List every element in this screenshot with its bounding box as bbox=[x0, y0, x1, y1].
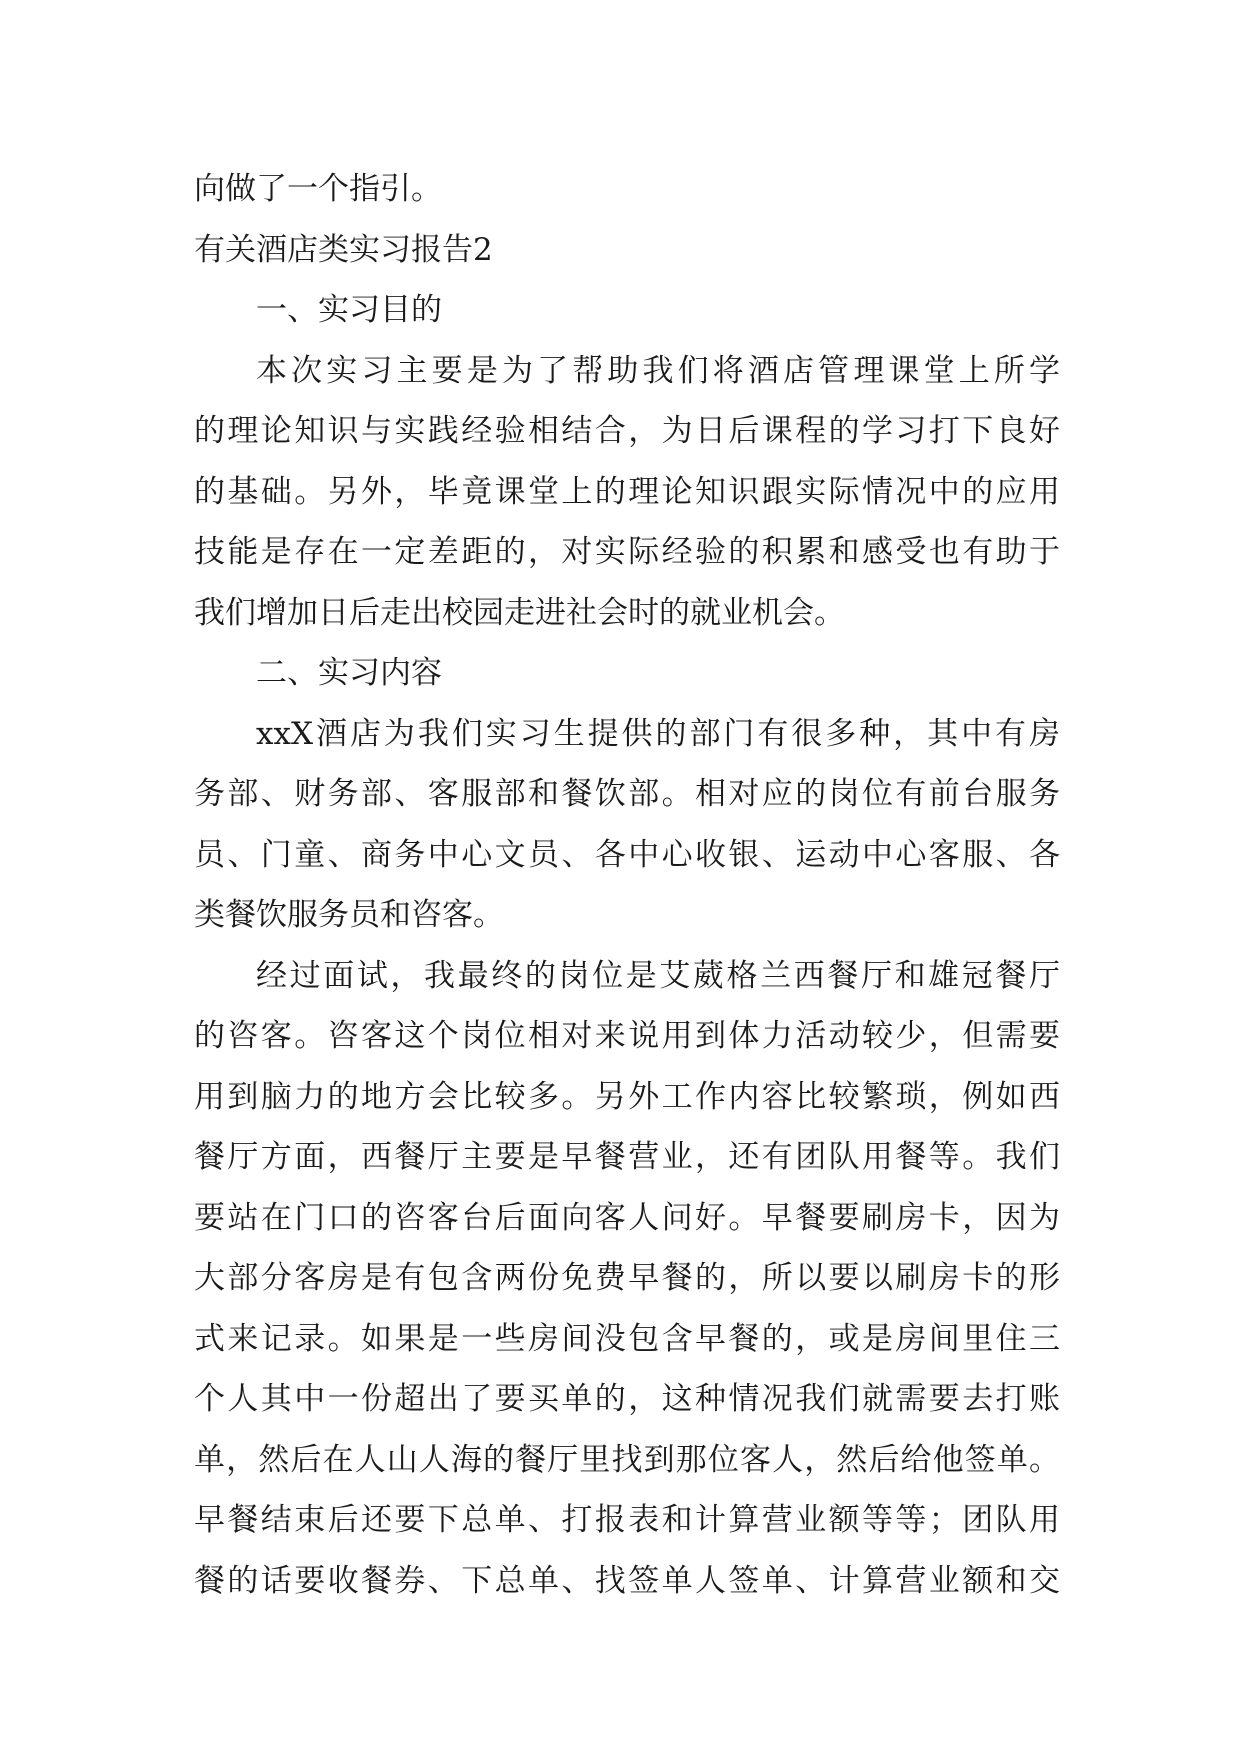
paragraph-line: 类餐饮服务员和咨客。 bbox=[194, 897, 504, 933]
paragraph-line: 务部、财务部、客服部和餐饮部。相对应的岗位有前台服务 bbox=[194, 776, 1060, 812]
paragraph-line: 的咨客。咨客这个岗位相对来说用到体力活动较少，但需要 bbox=[194, 1018, 1060, 1054]
heading-content: 二、实习内容 bbox=[256, 655, 442, 691]
paragraph-line: 的理论知识与实践经验相结合，为日后课程的学习打下良好 bbox=[194, 413, 1060, 449]
paragraph-line: 餐的话要收餐券、下总单、找签单人签单、计算营业额和交 bbox=[194, 1562, 1060, 1599]
paragraph-line: 式来记录。如果是一些房间没包含早餐的，或是房间里住三 bbox=[194, 1320, 1060, 1357]
paragraph-line: 技能是存在一定差距的，对实际经验的积累和感受也有助于 bbox=[194, 534, 1060, 570]
paragraph-line: xxX酒店为我们实习生提供的部门有很多种，其中有房 bbox=[256, 715, 1060, 752]
paragraph-line: 个人其中一份超出了要买单的，这种情况我们就需要去打账 bbox=[194, 1381, 1060, 1417]
paragraph-line: 经过面试，我最终的岗位是艾葳格兰西餐厅和雄冠餐厅 bbox=[256, 957, 1060, 994]
section-title: 有关酒店类实习报告2 bbox=[194, 231, 493, 268]
text-line-continuation: 向做了一个指引。 bbox=[194, 171, 442, 207]
paragraph-line: 本次实习主要是为了帮助我们将酒店管理课堂上所学 bbox=[256, 352, 1060, 389]
paragraph-line: 大部分客房是有包含两份免费早餐的，所以要以刷房卡的形 bbox=[194, 1260, 1060, 1296]
document-body bbox=[194, 159, 1060, 1611]
paragraph-line: 用到脑力的地方会比较多。另外工作内容比较繁琐，例如西 bbox=[194, 1078, 1060, 1115]
paragraph-line: 餐厅方面，西餐厅主要是早餐营业，还有团队用餐等。我们 bbox=[194, 1139, 1060, 1175]
paragraph-line: 的基础。另外，毕竟课堂上的理论知识跟实际情况中的应用 bbox=[194, 473, 1060, 510]
paragraph-line: 员、门童、商务中心文员、各中心收银、运动中心客服、各 bbox=[194, 836, 1060, 873]
paragraph-line: 我们增加日后走出校园走进社会时的就业机会。 bbox=[194, 594, 845, 631]
paragraph-line: 要站在门口的咨客台后面向客人问好。早餐要刷房卡，因为 bbox=[194, 1199, 1060, 1236]
paragraph-line: 早餐结束后还要下总单、打报表和计算营业额等等；团队用 bbox=[194, 1502, 1060, 1538]
heading-purpose: 一、实习目的 bbox=[256, 292, 442, 328]
paragraph-line: 单，然后在人山人海的餐厅里找到那位客人，然后给他签单。 bbox=[194, 1441, 1060, 1478]
